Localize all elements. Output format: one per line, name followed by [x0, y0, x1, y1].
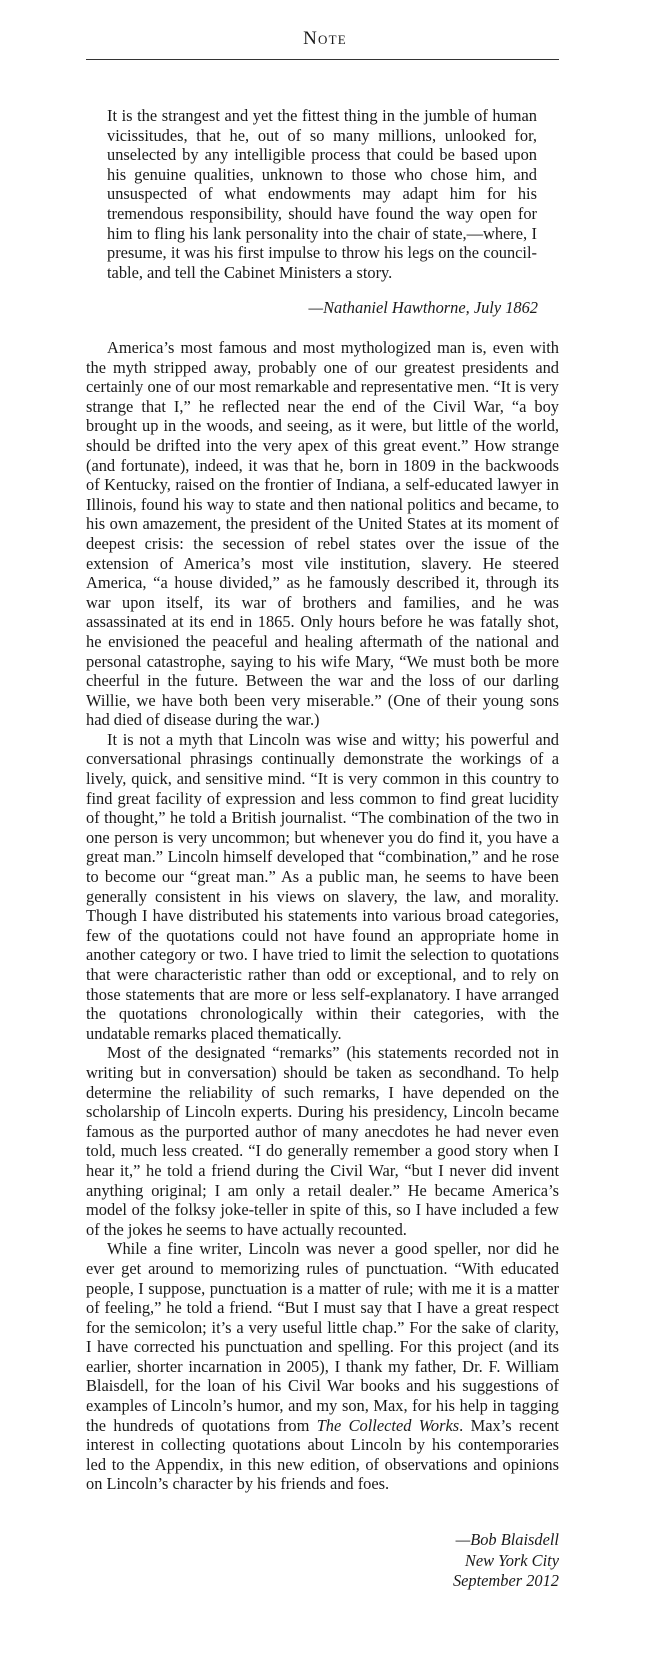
paragraph-4-text-end: . Max’s recent interest in collecting quotations about Lincoln by his contemporaries led to the Appendix, in this new edition, of observations and opinions on Lincoln’s character by his friends and foes. [86, 1415, 559, 1494]
signature-block [86, 1530, 559, 1592]
body-paragraph-4 [86, 1239, 559, 1494]
paragraph-4-text-start: While a fine writer, Lincoln was never a good speller, nor did he ever get around to memorizing rules of punctuation. “With educated people, I suppose, punctuation is a matter of rule; with me it is a matter of feeling,” he told a friend. “But I must say that I have a great respect for the semicolon; it’s a very useful little chap.” For the sake of clarity, I have corrected his punctuation and spelling. For this project (and its earlier, shorter incarnation in 2005), I thank my father, Dr. F. William Blaisdell, for the loan of his Civil War books and his suggestions of examples of Lincoln’s humor, and my son, Max, for his help in tagging the hundreds of quotations from [86, 1239, 559, 1435]
body-text [86, 338, 559, 1494]
body-paragraph-3: Most of the designated “remarks” (his statements recorded not in writing but in conversation) should be taken as secondhand. To help determine the reliability of such remarks, I have depended on the scholarship of Lincoln experts. During his presidency, Lincoln became famous as the purported author of many anecdotes he had never even told, much less created. “I do generally remember a good story when I hear it,” he told a friend during the Civil War, “but I never did invent anything original; I am only a retail dealer.” He became America’s model of the folksy joke-teller in spite of this, so I have included a few of the jokes he seems to have actually recounted. [86, 1043, 559, 1239]
signature-name: —Bob Blaisdell [455, 1530, 559, 1549]
header-rule [86, 59, 559, 60]
epigraph-attribution: —Nathaniel Hawthorne, July 1862 [308, 298, 538, 317]
signature-date: September 2012 [452, 1571, 559, 1590]
signature-place: New York City [464, 1550, 559, 1570]
epigraph-quote: It is the strangest and yet the fittest thing in the jumble of human vicissitudes, that he, out of so many millions, unlooked for, unselected by any intelligible process that could be based upon his genuine qualities, unknown to those who chose him, and unsuspected of what endowments may adapt him for his tremendous responsibility, should have found the way open for him to fling his lank personality into the chair of state,—where, I presume, it was his first impulse to throw his legs on the council-table, and tell the Cabinet Ministers a story. [107, 106, 537, 282]
body-paragraph-1: America’s most famous and most mythologized man is, even with the myth stripped away, probably one of our greatest presidents and certainly one of our most remarkable and representative men. “It is very strange that I,” he reflected near the end of the Civil War, “a boy brought up in the woods, and seeing, as it were, but little of the world, should be drifted into the very apex of this great event.” How strange (and fortunate), indeed, it was that he, born in 1809 in the backwoods of Kentucky, raised on the frontier of Indiana, a self-educated lawyer in Illinois, found his way to state and then national politics and became, to his own amazement, the president of the United States at its moment of deepest crisis: the secession of rebel states over the issue of the extension of America’s most vile institution, slavery. He steered America, “a house divided,” as he famously described it, through its war upon itself, its war of brothers and families, and he was assassinated at its end in 1865. Only hours before he was fatally shot, he envisioned the peaceful and healing aftermath of the national and personal catastrophe, saying to his wife Mary, “We must both be more cheerful in the future. Between the war and the loss of our darling Willie, we have both been very miserable.” (One of their young sons had died of disease during the war.) [86, 338, 559, 730]
running-head: Note [303, 28, 347, 49]
body-paragraph-2: It is not a myth that Lincoln was wise and witty; his powerful and conversational phrasings continually demonstrate the workings of a lively, quick, and sensitive mind. “It is very common in this country to find great facility of expression and less common to find great lucidity of thought,” he told a British journalist. “The combination of the two in one person is very uncommon; but whenever you do find it, you have a great man.” Lincoln himself developed that “combination,” and he rose to become our “great man.” As a public man, he seems to have been generally consistent in his views on slavery, the law, and morality. Though I have distributed his statements into various broad categories, few of the quotations could not have found an appropriate home in another category or two. I have tried to limit the selection to quotations that were characteristic rather than odd or exceptional, and to rely on those statements that are more or less self-explanatory. I have arranged the quotations chronologically within their categories, with the undatable remarks placed thematically. [86, 729, 559, 1043]
book-title: The Collected Works [316, 1415, 460, 1435]
